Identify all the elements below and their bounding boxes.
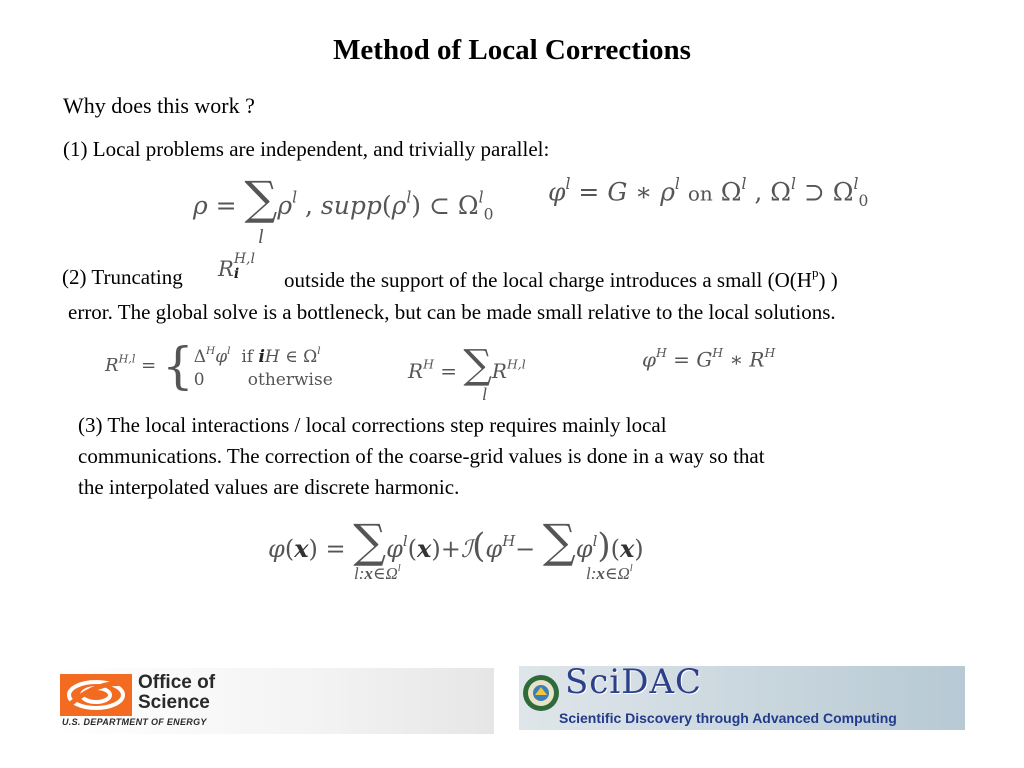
point-3-line-3: the interpolated values are discrete harmonic. — [78, 475, 460, 499]
point-2-sup: p — [811, 265, 819, 280]
slide-title: Method of Local Corrections — [333, 34, 691, 66]
office-line-3: U.S. DEPARTMENT OF ENERGY — [62, 717, 207, 727]
otherwise-label: otherwise — [247, 369, 333, 390]
sum-index-l-2: l — [482, 384, 488, 404]
point-1: (1) Local problems are independent, and trivially parallel: — [63, 137, 550, 161]
equation-R-cases: $R^{H,l} = \{\Delta^H\varphi^l$ if iH ∈ $\Omega^l$ 0 otherwise — [105, 336, 333, 395]
point-3 — [78, 410, 938, 503]
point-2-text — [284, 265, 838, 293]
supp-label: supp — [320, 191, 382, 220]
sum-sub-1: $l:x\in\Omega^l$ — [354, 563, 401, 583]
equation-R-sum: $R^H = \sum R^{H,l}$ — [408, 342, 526, 388]
sum-index-l: l — [258, 226, 264, 248]
doe-seal-icon — [522, 674, 560, 712]
point-2-label: (2) Truncating — [62, 265, 183, 289]
scidac-name: SciDAC — [565, 662, 703, 702]
sum-sub-2: $l:x\in\Omega^l$ — [586, 563, 633, 583]
subtitle: Why does this work ? — [63, 93, 255, 118]
point-2-text-main: outside the support of the local charge introduces a small (O(H — [284, 267, 812, 292]
equation-phi-x: $\varphi(x) = \sum\varphi^l(x)+ℐ(\varphi^H- \sum\varphi^l)(x)$ — [268, 514, 644, 568]
office-line-1: Office of — [138, 672, 216, 693]
point-2-text-end: ) ) — [818, 267, 838, 292]
office-of-science-logo — [54, 668, 494, 734]
truncated-symbol: R H,l i — [218, 251, 255, 282]
if-label: if — [241, 346, 254, 367]
point-2-line-2: error. The global solve is a bottleneck, but can be made small relative to the local solutions. — [68, 300, 836, 324]
point-3-line-1: (3) The local interactions / local corrections step requires mainly local — [78, 413, 667, 437]
equation-phi-local: $\varphi^l = G$ ∗ $\rho^l$ on $\Omega^l$ , $\Omega^l$ ⊃ $\Omega^l_0$ — [548, 175, 869, 211]
office-of-science-emblem-icon — [60, 674, 132, 716]
scidac-tagline: Scientific Discovery through Advanced Computing — [559, 710, 897, 726]
on-label: on — [687, 181, 713, 206]
point-3-line-2: communications. The correction of the coarse-grid values is done in a way so that — [78, 444, 765, 468]
office-line-2: Science — [138, 692, 210, 713]
equation-phi-H: $\varphi^H = G^H$ ∗ $R^H$ — [642, 345, 776, 372]
scidac-logo — [519, 662, 965, 730]
equation-rho-sum: $\rho = \sum\rho^l$ , $supp(\rho^l)$ ⊂ $\Omega^l_0$ — [193, 171, 494, 225]
